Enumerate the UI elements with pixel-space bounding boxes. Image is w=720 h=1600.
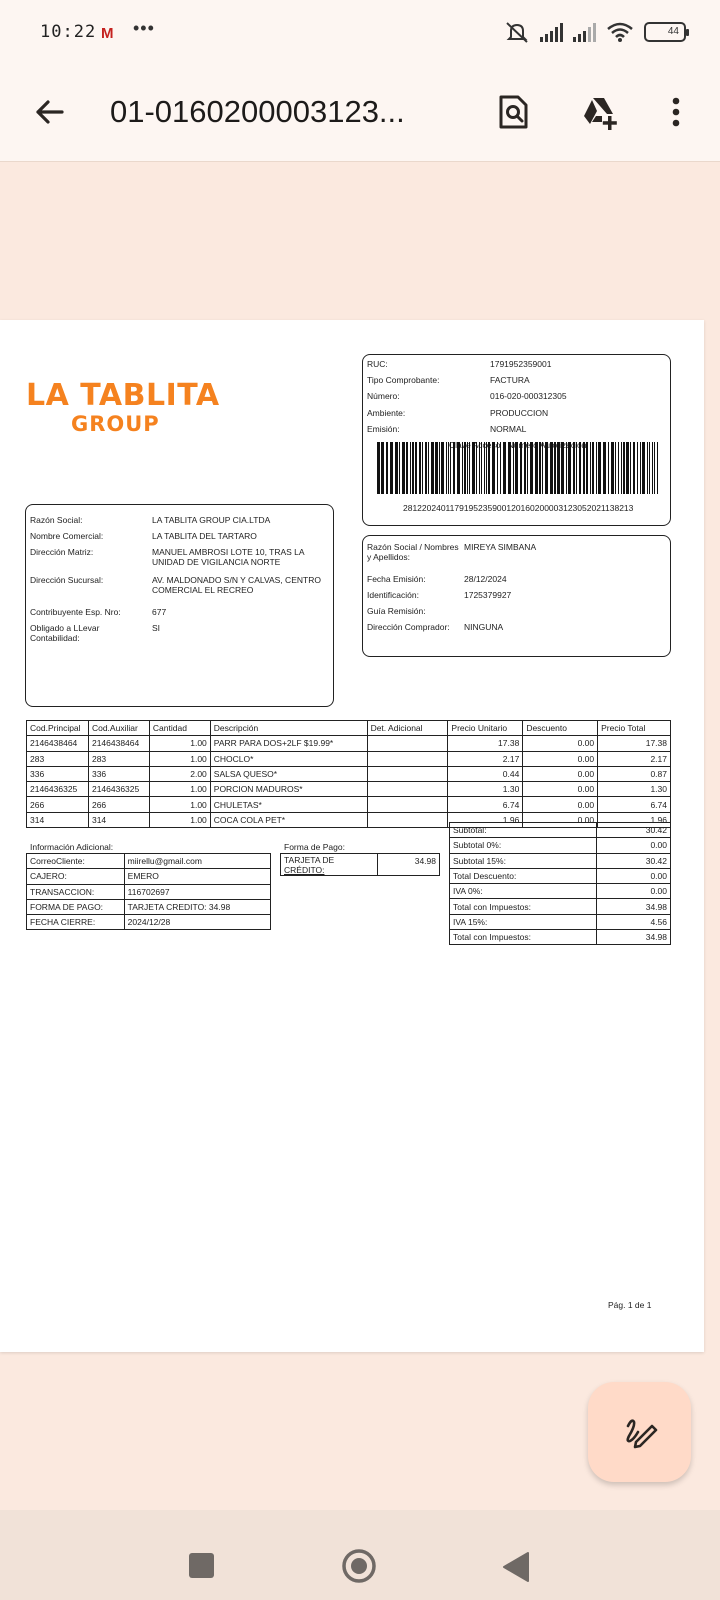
invoice-info-box [362,354,671,526]
info-label: CAJERO: [27,869,125,884]
item-cod-principal: 266 [27,797,89,812]
info-value: EMERO [124,869,270,884]
more-notifications-icon: ••• [133,18,155,38]
info-adicional-table [26,853,271,930]
pdf-page [0,320,704,1352]
item-cod-principal: 314 [27,812,89,827]
item-precio-total: 6.74 [598,797,671,812]
numero-label: Número: [367,391,400,401]
info-label: CorreoCliente: [27,854,125,869]
item-row [27,766,671,781]
item-descripcion: SALSA QUESO* [210,766,367,781]
item-precio-unitario: 0.44 [448,766,523,781]
item-cantidad: 1.00 [149,782,210,797]
item-descripcion: PARR PARA DOS+2LF $19.99* [210,736,367,751]
item-cantidad: 1.00 [149,812,210,827]
item-row [27,797,671,812]
gmail-icon: M [101,25,114,42]
total-row [450,868,671,883]
wifi-icon [606,21,634,43]
back-triangle-icon[interactable] [500,1550,532,1584]
numero-value: 016-020-000312305 [490,391,567,401]
contribuyente-label: Contribuyente Esp. Nro: [30,607,121,617]
total-row [450,914,671,929]
info-row [27,915,271,930]
total-label: Subtotal 15%: [450,853,597,868]
items-table [26,720,671,828]
item-cantidad: 1.00 [149,797,210,812]
item-row [27,782,671,797]
home-circle-icon[interactable] [340,1547,378,1585]
obligado-label-line2: Contabilidad: [30,633,80,643]
item-cantidad: 1.00 [149,736,210,751]
tipo-value: FACTURA [490,375,530,385]
info-row [27,899,271,914]
document-title: 01-0160200003123... [110,94,405,129]
total-row [450,823,671,838]
header-cantidad: Cantidad [149,721,210,736]
ruc-label: RUC: [367,359,388,369]
item-precio-total: 17.38 [598,736,671,751]
total-value: 30.42 [597,823,671,838]
item-precio-unitario: 6.74 [448,797,523,812]
fecha-emision-value: 28/12/2024 [464,574,507,584]
item-cod-auxiliar: 283 [88,751,149,766]
items-header-row [27,721,671,736]
emision-label: Emisión: [367,424,400,434]
direccion-comprador-label: Dirección Comprador: [367,622,450,632]
info-label: FORMA DE PAGO: [27,899,125,914]
signal-strength-2-icon [573,22,596,42]
item-cod-auxiliar: 336 [88,766,149,781]
contribuyente-value: 677 [152,607,167,617]
direccion-sucursal-line1: AV. MALDONADO S/N Y CALVAS, CENTRO [152,575,321,585]
forma-pago-line2: CRÉDITO: [284,864,325,875]
item-precio-unitario: 1.30 [448,782,523,797]
item-det-adicional [367,766,448,781]
total-label: Total Descuento: [450,868,597,883]
info-value: miirellu@gmail.com [124,854,270,869]
forma-pago-metodo [281,854,378,876]
info-value: 116702697 [124,884,270,899]
guia-remision-label: Guía Remisión: [367,606,426,616]
item-descripcion: CHOCLO* [210,751,367,766]
identificacion-value: 1725379927 [464,590,512,600]
identificacion-label: Identificación: [367,590,419,600]
item-descuento: 0.00 [523,766,598,781]
forma-pago-title: Forma de Pago: [284,842,345,852]
item-det-adicional [367,797,448,812]
status-bar [0,0,720,62]
item-precio-total: 2.17 [598,751,671,766]
status-time: 10:22 [40,22,97,42]
edit-fab-button[interactable] [588,1382,691,1482]
item-row [27,736,671,751]
forma-pago-valor: 34.98 [378,854,440,876]
header-cod-auxiliar: Cod.Auxiliar [88,721,149,736]
recents-square-icon[interactable] [189,1553,214,1578]
total-value: 0.00 [597,868,671,883]
item-det-adicional [367,812,448,827]
company-logo-line1: LA TABLITA [26,378,220,413]
direccion-sucursal-label: Dirección Sucursal: [30,575,104,585]
item-row [27,751,671,766]
item-cod-principal: 283 [27,751,89,766]
total-value: 34.98 [597,899,671,914]
info-value: 2024/12/28 [124,915,270,930]
item-precio-unitario: 17.38 [448,736,523,751]
razon-social-value: LA TABLITA GROUP CIA.LTDA [152,515,271,525]
item-cod-auxiliar: 314 [88,812,149,827]
total-label: Subtotal: [450,823,597,838]
item-descuento: 0.00 [523,812,598,827]
item-det-adicional [367,736,448,751]
info-value: TARJETA CREDITO: 34.98 [124,899,270,914]
item-precio-unitario: 1.96 [448,812,523,827]
totals-table [449,822,671,945]
total-row [450,884,671,899]
item-precio-unitario: 2.17 [448,751,523,766]
direccion-matriz-line2: UNIDAD DE VIGILANCIA NORTE [152,557,281,567]
info-adicional-title: Información Adicional: [30,842,114,852]
info-row [27,869,271,884]
forma-pago-line1: TARJETA DE [284,855,335,865]
barcode-gap [658,442,660,494]
buyer-box [362,535,671,657]
total-label: Subtotal 0%: [450,838,597,853]
company-logo-line2: GROUP [71,412,160,436]
obligado-value: SI [152,623,161,633]
direccion-comprador-value: NINGUNA [464,622,504,632]
total-row [450,838,671,853]
total-value: 34.98 [597,930,671,945]
emision-value: NORMAL [490,424,527,434]
info-label: TRANSACCION: [27,884,125,899]
direccion-matriz-line1: MANUEL AMBROSI LOTE 10, TRAS LA [152,547,305,557]
item-descuento: 0.00 [523,736,598,751]
item-cod-auxiliar: 2146438464 [88,736,149,751]
status-icons [504,20,686,44]
item-cod-auxiliar: 2146436325 [88,782,149,797]
info-row [27,884,271,899]
ambiente-label: Ambiente: [367,408,406,418]
forma-pago-table [280,853,440,876]
total-label: Total con Impuestos: [450,899,597,914]
search-document-icon[interactable] [494,92,534,132]
header-precio-total: Precio Total [598,721,671,736]
razon-social-label: Razón Social: [30,515,83,525]
obligado-label-line1: Obligado a LLevar [30,623,100,633]
muted-bell-icon [504,20,530,44]
direccion-sucursal-line2: COMERCIAL EL RECREO [152,585,254,595]
total-value: 0.00 [597,838,671,853]
item-descuento: 0.00 [523,797,598,812]
item-precio-total: 1.30 [598,782,671,797]
header-descripcion: Descripción [210,721,367,736]
header-precio-unitario: Precio Unitario [448,721,523,736]
buyer-razon-value: MIREYA SIMBANA [464,542,537,552]
signal-strength-icon [540,22,563,42]
forma-pago-row [281,854,440,876]
item-cod-principal: 336 [27,766,89,781]
more-vert-icon[interactable] [656,92,696,132]
ruc-value: 1791952359001 [490,359,552,369]
item-cod-principal: 2146438464 [27,736,89,751]
info-row [27,854,271,869]
total-label: IVA 15%: [450,914,597,929]
buyer-razon-label-line1: Razón Social / Nombres [367,542,459,552]
battery-icon: 44 [644,22,686,42]
header-cod-principal: Cod.Principal [27,721,89,736]
item-det-adicional [367,751,448,766]
total-label: IVA 0%: [450,884,597,899]
system-nav-bar [0,1510,720,1600]
fecha-emision-label: Fecha Emisión: [367,574,426,584]
issuer-box [25,504,334,707]
tipo-label: Tipo Comprobante: [367,375,440,385]
item-cod-auxiliar: 266 [88,797,149,812]
item-descripcion: COCA COLA PET* [210,812,367,827]
back-arrow-icon[interactable] [30,92,70,132]
header-descuento: Descuento [523,721,598,736]
buyer-razon-label-line2: y Apellidos: [367,552,410,562]
total-row [450,899,671,914]
item-det-adicional [367,782,448,797]
page-number: Pág. 1 de 1 [608,1300,652,1310]
item-descuento: 0.00 [523,751,598,766]
item-descuento: 0.00 [523,782,598,797]
drive-add-icon[interactable] [580,92,620,132]
total-row [450,853,671,868]
item-precio-total: 0.87 [598,766,671,781]
item-descripcion: PORCION MADUROS* [210,782,367,797]
item-precio-total: 1.96 [598,812,671,827]
item-cantidad: 2.00 [149,766,210,781]
item-cod-principal: 2146436325 [27,782,89,797]
ambiente-value: PRODUCCION [490,408,549,418]
nombre-comercial-value: LA TABLITA DEL TARTARO [152,531,257,541]
info-label: FECHA CIERRE: [27,915,125,930]
total-value: 30.42 [597,853,671,868]
total-label: Total con Impuestos: [450,930,597,945]
direccion-matriz-label: Dirección Matriz: [30,547,94,557]
total-value: 0.00 [597,884,671,899]
total-value: 4.56 [597,914,671,929]
total-row [450,930,671,945]
item-cantidad: 1.00 [149,751,210,766]
clave-label: Número [507,440,538,450]
barcode-image [377,442,661,494]
app-bar [0,62,720,162]
header-det-adicional: Det. Adicional [367,721,448,736]
nombre-comercial-label: Nombre Comercial: [30,531,104,541]
edit-signature-icon [620,1412,660,1452]
clave-value: 2812202401179195235900120160200003123052021138213 [403,503,634,513]
item-descripcion: CHULETAS* [210,797,367,812]
